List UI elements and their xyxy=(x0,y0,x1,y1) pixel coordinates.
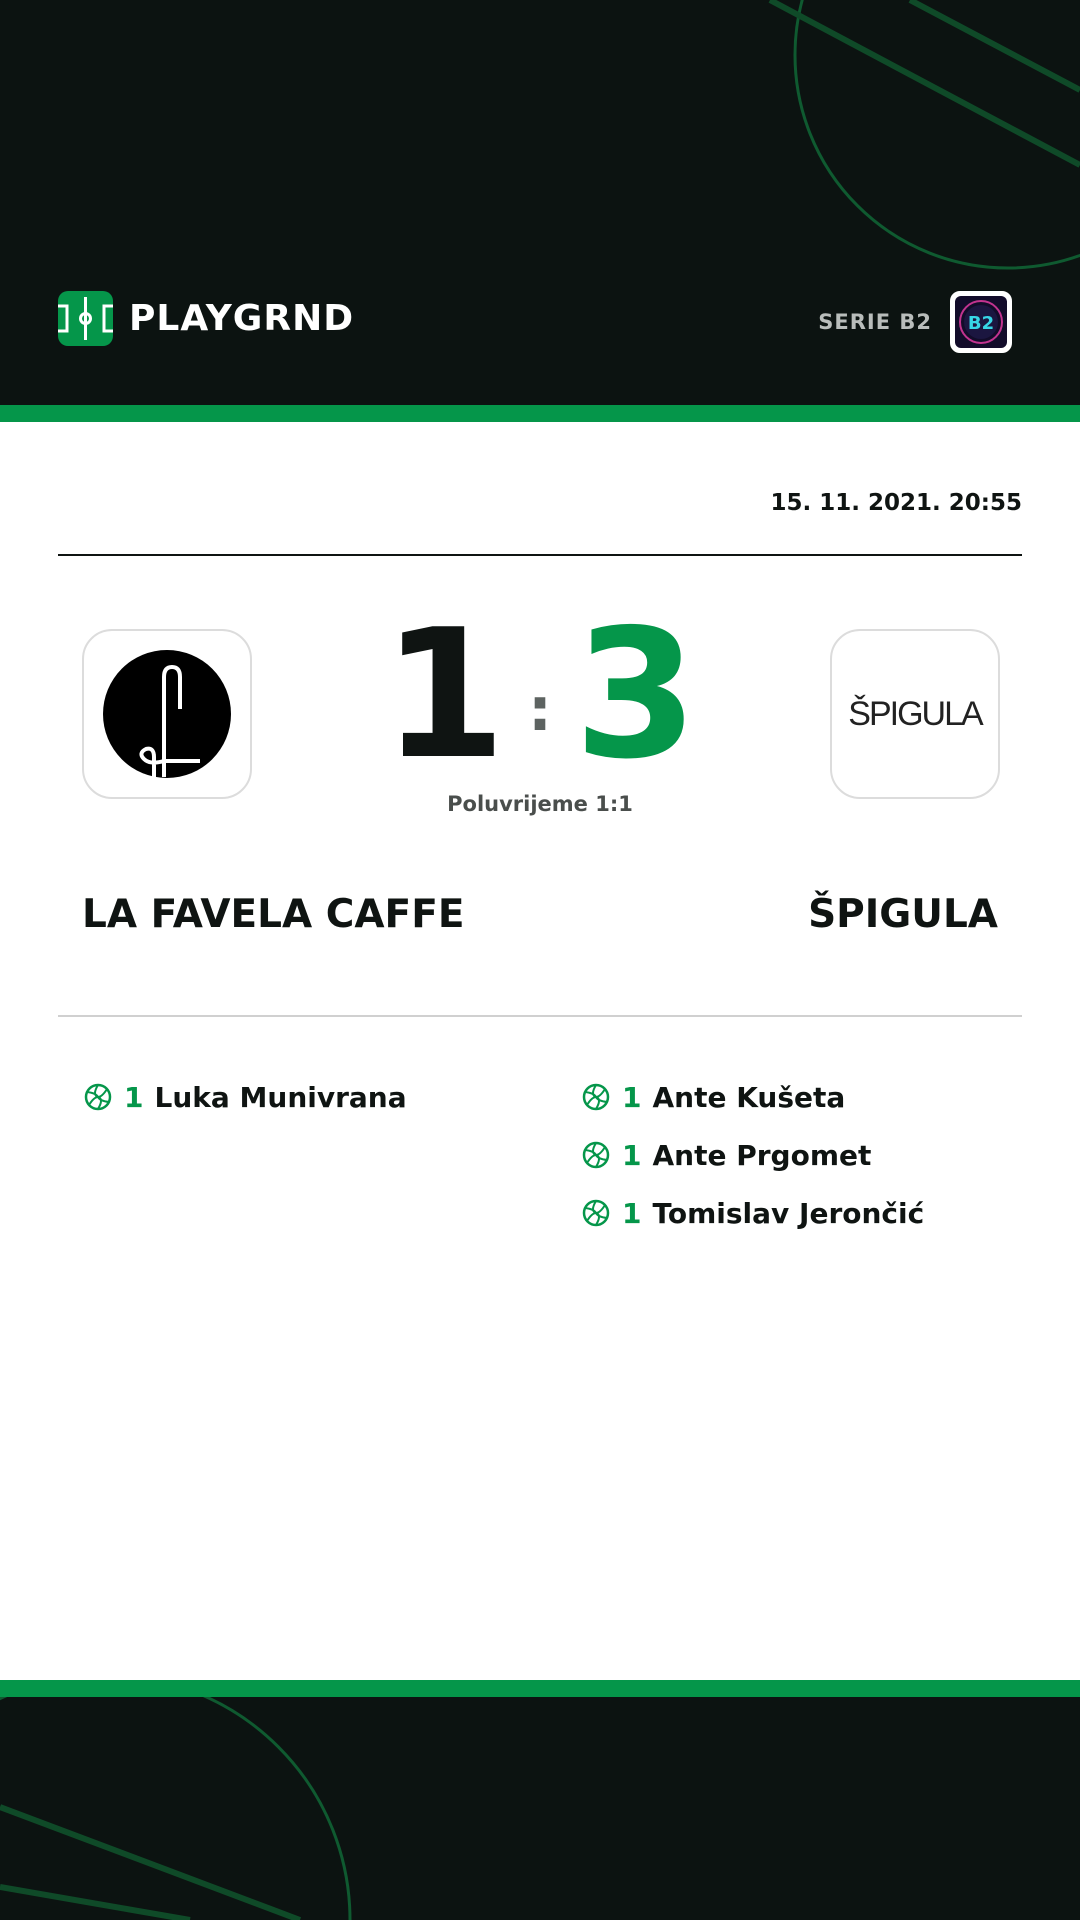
scorer-row xyxy=(582,1068,924,1126)
away-team-name: ŠPIGULA xyxy=(808,892,998,937)
brand xyxy=(58,291,354,346)
scorer-row xyxy=(582,1126,924,1184)
league-name: SERIE B2 xyxy=(818,310,932,334)
scorer-goals: 1 xyxy=(622,1138,642,1172)
league-badge-text: B2 xyxy=(967,313,995,334)
header-stripe xyxy=(0,405,1080,422)
brand-name: PLAYGRND xyxy=(129,298,355,339)
away-team-logo xyxy=(830,629,1000,799)
scoreboard xyxy=(382,591,698,798)
home-scorers-list xyxy=(84,1068,407,1126)
league xyxy=(818,291,1012,353)
away-logo-text: ŠPIGULA xyxy=(848,694,982,733)
halftime-score: Poluvrijeme 1:1 xyxy=(447,792,633,816)
pitch-icon xyxy=(58,291,113,346)
scorer-name: Luka Munivrana xyxy=(154,1080,407,1114)
home-team-logo xyxy=(82,629,252,799)
divider xyxy=(58,554,1022,556)
ball-icon xyxy=(582,1199,610,1227)
scorer-name: Ante Kušeta xyxy=(652,1080,846,1114)
away-score: 3 xyxy=(574,591,698,798)
score-separator: : xyxy=(528,675,552,745)
ball-icon xyxy=(84,1083,112,1111)
footer xyxy=(0,1697,1080,1920)
home-team-name: LA FAVELA CAFFE xyxy=(82,892,465,937)
scorer-row xyxy=(84,1068,407,1126)
scorer-name: Ante Prgomet xyxy=(652,1138,872,1172)
away-scorers-list xyxy=(582,1068,924,1242)
scorer-name: Tomislav Jerončić xyxy=(652,1196,925,1230)
footer-stripe xyxy=(0,1680,1080,1697)
scorer-goals: 1 xyxy=(124,1080,144,1114)
match-datetime: 15. 11. 2021. 20:55 xyxy=(770,490,1022,516)
scorer-goals: 1 xyxy=(622,1080,642,1114)
divider xyxy=(58,1015,1022,1017)
ball-icon xyxy=(582,1141,610,1169)
pitch-lines-decoration xyxy=(0,1697,1080,1920)
ball-icon xyxy=(582,1083,610,1111)
home-score: 1 xyxy=(382,591,506,798)
scorer-row xyxy=(582,1184,924,1242)
scorer-goals: 1 xyxy=(622,1196,642,1230)
league-badge xyxy=(950,291,1012,353)
header xyxy=(0,0,1080,405)
